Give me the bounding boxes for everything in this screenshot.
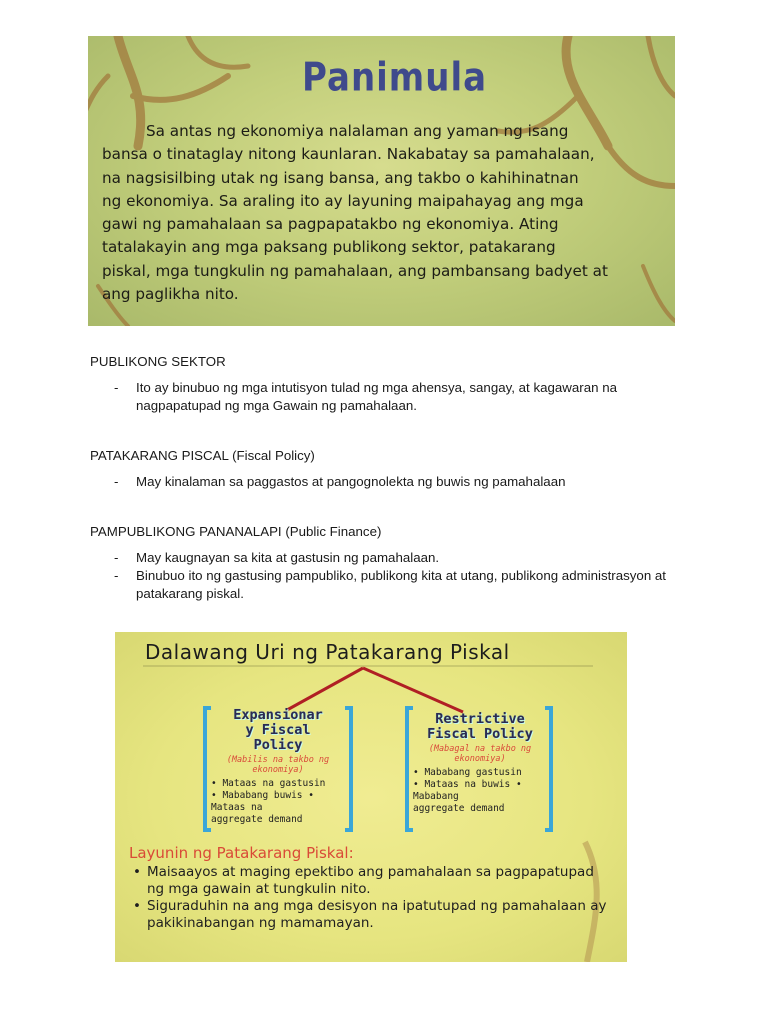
intro-title: Panimula — [302, 55, 488, 101]
expansionary-items: • Mataas na gastusin • Mababang buwis • Mataas na aggregate demand — [211, 778, 326, 825]
expansionary-policy-box — [207, 708, 349, 832]
intro-line: bansa o tinataglay nitong kaunlaran. Nakabatay sa pamahalaan, — [102, 145, 595, 164]
branch-arrow-left — [287, 668, 363, 710]
goal-item: • Siguraduhin na ang mga desisyon na ipatutupad ng pamahalaan ay pakikinabangan ng mamamayan. — [133, 898, 607, 931]
intro-line: gawi ng pamahalaan sa pagpapatakbo ng ekonomiya. Ating — [102, 215, 559, 234]
goals-title: Layunin ng Patakarang Piskal: — [129, 844, 354, 862]
bullet-marker: - — [114, 380, 119, 395]
bullet-item: - May kaugnayan sa kita at gastusin ng pamahalaan. — [114, 550, 440, 565]
intro-line: Sa antas ng ekonomiya nalalaman ang yaman ng isang — [146, 122, 569, 140]
restrictive-policy-box — [409, 712, 551, 836]
restrictive-items: • Mababang gastusin • Mataas na buwis • Mababang aggregate demand — [413, 767, 522, 814]
fiscal-policy-slide-image — [115, 632, 627, 962]
intro-line: ang paglikha nito. — [102, 285, 239, 304]
expansionary-subtitle: (Mabilis na takbo ng ekonomiya) — [226, 755, 330, 775]
bullet-marker: - — [114, 568, 119, 583]
restrictive-subtitle: (Mabagal na takbo ng ekonomiya) — [428, 744, 532, 764]
bullet-marker: - — [114, 550, 119, 565]
intro-line: na nagsisilbing utak ng isang bansa, ang takbo o kahihinatnan — [102, 168, 579, 187]
bullet-item: - May kinalaman sa paggastos at pangognolekta ng buwis ng pamahalaan — [114, 474, 566, 489]
bullet-item: - Ito ay binubuo ng mga intutisyon tulad ng mga ahensya, sangay, at kagawaran na nagpapatupad ng mga Gawain ng pamahalaan. — [114, 380, 617, 413]
intro-slide-image — [88, 36, 675, 326]
restrictive-title: Restrictive Fiscal Policy — [427, 711, 533, 742]
heading-pampublikong-pananalapi: PAMPUBLIKONG PANANALAPI (Public Finance) — [90, 524, 382, 539]
intro-line: ng ekonomiya. Sa araling ito ay layuning maipahayag ang mga — [102, 191, 584, 210]
intro-paragraph — [102, 120, 662, 306]
intro-line: piskal, mga tungkulin ng pamahalaan, ang pambansang badyet at — [102, 261, 608, 280]
branch-arrow-right — [363, 668, 463, 712]
bullet-marker: - — [114, 474, 119, 489]
bullet-item: - Binubuo ito ng gastusing pampubliko, publikong kita at utang, publikong administrasyon at patakarang piskal. — [114, 568, 667, 601]
heading-publikong-sektor: PUBLIKONG SEKTOR — [90, 354, 226, 369]
goal-marker: • — [133, 864, 141, 880]
expansionary-title: Expansionar y Fiscal Policy — [233, 707, 323, 753]
intro-line: tatalakayin ang mga paksang publikong sektor, patakarang — [102, 238, 556, 257]
heading-patakarang-piscal: PATAKARANG PISCAL (Fiscal Policy) — [90, 448, 315, 463]
goal-item: • Maisaayos at maging epektibo ang pamahalaan sa pagpapatupad ng mga gawain at tungkulin nito. — [133, 864, 594, 897]
goal-marker: • — [133, 898, 141, 914]
slide2-title: Dalawang Uri ng Patakarang Piskal — [145, 640, 510, 664]
